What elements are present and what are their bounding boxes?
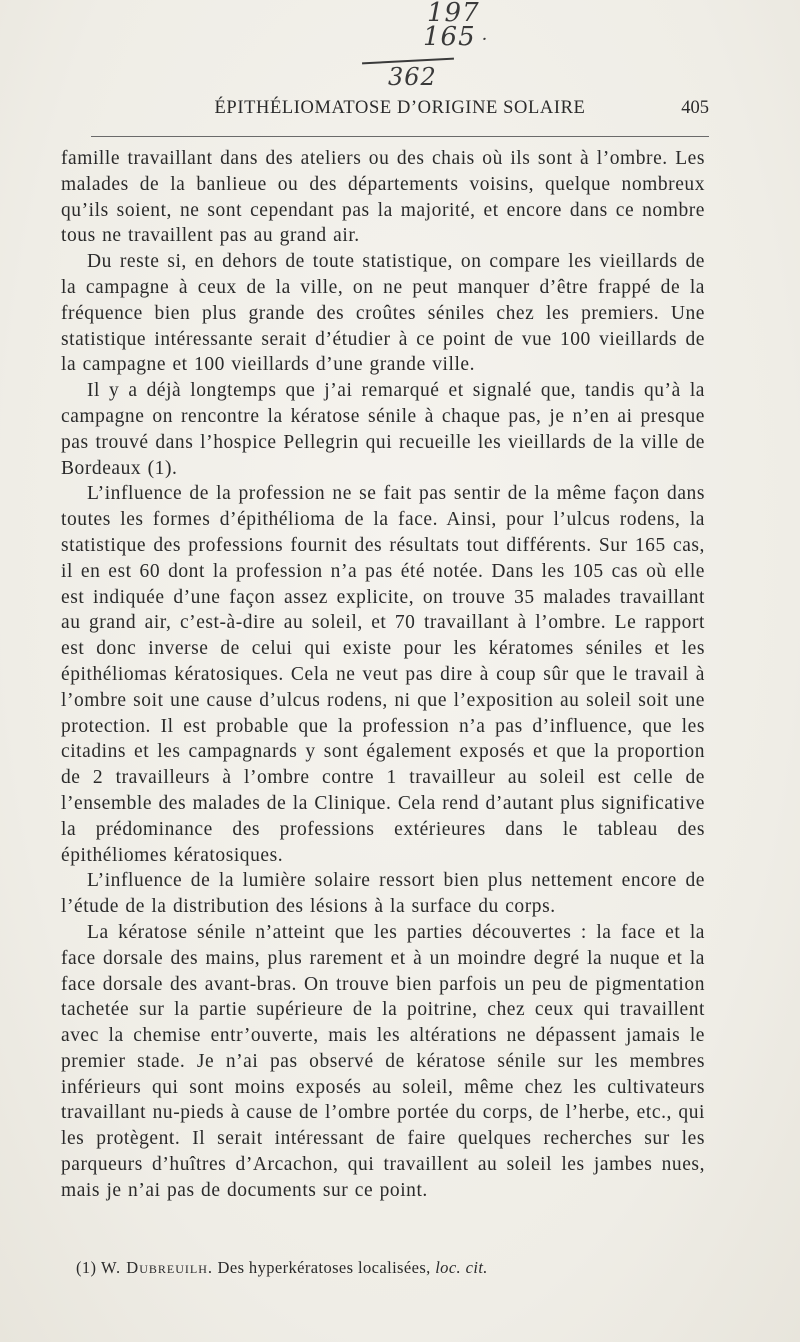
page-number: 405 (681, 98, 709, 118)
running-header (91, 95, 709, 121)
handwritten-annotation-middle (423, 24, 488, 50)
handwritten-annotation-mark: · (481, 29, 489, 50)
header-rule (91, 136, 709, 137)
handwritten-annotation-middle-number: 165 (423, 22, 476, 52)
paragraph: La kératose sénile n’atteint que les parties découvertes : la face et la face dorsale des mains, plus rarement et à un moindre degré la nuque et la face dorsale des avant-bras. On trouve bien parfois un peu de pigmentation tachetée sur la partie supérieure de la poitrine, chez ceux qui travaillent avec la chemise entr’ouverte, mais les altérations ne dépassent jamais le premier stade. Je n’ai pas observé de kératose sénile sur les membres inférieurs qui sont moins exposés au soleil, même chez les cultivateurs travaillant nu-pieds à cause de l’ombre portée du corps, de l’herbe, etc., qui les protègent. Il serait intéressant de faire quelques recherches sur les parqueurs d’huîtres d’Arcachon, qui travaillent au soleil les jambes nues, mais je n’ai pas de documents sur ce point. (61, 921, 705, 1201)
paragraph: L’influence de la profession ne se fait pas sentir de la même façon dans toutes les formes d’épithélioma de la face. Ainsi, pour l’ulcus rodens, la statistique des professions fournit des résultats tout différents. Sur 165 cas, il en est 60 dont la profession n’a pas été notée. Dans les 105 cas où elle est indiquée d’une façon assez explicite, on trouve 35 malades travaillant au grand air, c’est-à-dire au soleil, et 70 travaillant à l’ombre. Le rapport est donc inverse de celui qui existe pour les kératomes séniles et les épithéliomas kératosiques. Cela ne veut pas dire à coup sûr que le travail à l’ombre soit une cause d’ulcus rodens, ni que l’exposition au soleil soit une protection. Il est probable que la profession n’a pas d’influence, que les citadins et les campagnards y sont également exposés et que la proportion de 2 travailleurs à l’ombre contre 1 travailleur au soleil est celle de l’ensemble des malades de la Clinique. Cela rend d’autant plus significative la prédominance des professions extérieures dans le tableau des épithéliomes kératosiques. (61, 483, 705, 866)
paragraph: Du reste si, en dehors de toute statistique, on compare les vieillards de la campagne à ceux de la ville, on ne peut manquer d’être frappé de la fréquence bien plus grande des croûtes séniles chez les premiers. Une statistique intéressante serait d’étudier à ce point de vue 100 vieillards de la campagne et 100 vieillards d’une grande ville. (61, 251, 705, 376)
body-text (61, 146, 705, 1204)
handwritten-annotation-top: 197 (427, 0, 480, 28)
running-title: ÉPITHÉLIOMATOSE D’ORIGINE SOLAIRE (214, 98, 586, 118)
footnote-author: W. Dubreuilh. (100, 1258, 213, 1277)
paragraph: L’influence de la lumière solaire ressort bien plus nettement encore de l’étude de la distribution des lésions à la surface du corps. (61, 870, 705, 918)
footnote-marker: (1) (76, 1258, 97, 1277)
handwritten-annotation-bottom: 362 (388, 63, 437, 91)
paragraph: Il y a déjà longtemps que j’ai remarqué et signalé que, tandis qu’à la campagne on rencontre la kératose sénile à chaque pas, je n’en ai presque pas trouvé dans l’hospice Pellegrin qui recueille les vieillards de la ville de Bordeaux (1). (61, 380, 705, 479)
footnote-title: Des hyperkératoses localisées, (217, 1258, 431, 1277)
paragraph-continuation: famille travaillant dans des ateliers ou des chais où ils sont à l’ombre. Les malades de la banlieue ou des départements voisins, quelque nombreux qu’ils soient, ne sont cependant pas la majorité, et encore dans ce nombre tous ne travaillent pas au grand air. (61, 148, 705, 247)
footnote (76, 1256, 716, 1280)
footnote-reference: loc. cit. (435, 1258, 488, 1277)
